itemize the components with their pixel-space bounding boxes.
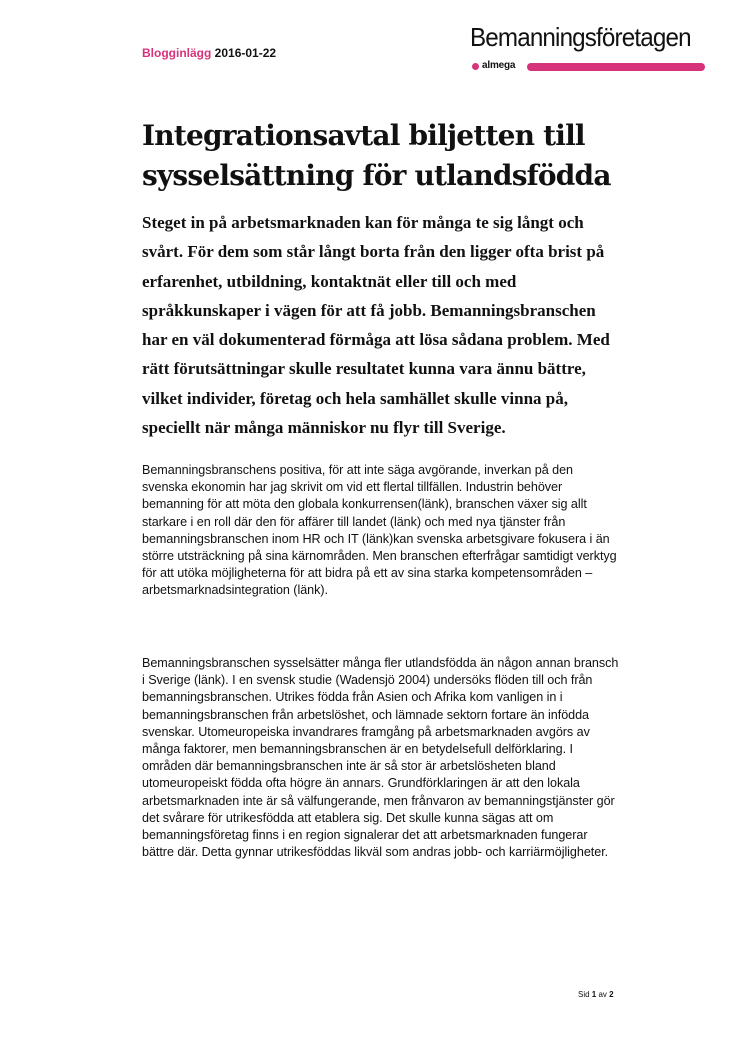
post-date: 2016-01-22 [214, 46, 277, 60]
body-paragraph-1: Bemanningsbranschens positiva, för att inte säga avgörande, inverkan på den svenska ekonomin har jag skrivit om vid ett flertal tillfällen. Industrin behöver bemanning för att möta den globala konkurrensen(länk), branschen växer sig allt starkare i en roll där den för affärer till landet (länk) och med nya tjänster från bemanningsbranschen inom HR och IT (länk)kan svenska arbetsgivare fokusera i än större utsträckning på sina kärnområden. Men branschen efterfrågar samtidigt verktyg för att utöka möjligheterna för att bidra på ett av sina starka kompetensområden – arbetsmarknadsintegration (länk). [142, 463, 617, 598]
logo-pink-line [527, 63, 705, 71]
page-number [578, 990, 614, 999]
page-current: 1 [591, 990, 597, 999]
logo-subtext: almega [482, 60, 516, 71]
logo-wordmark: Bemanningsföretagen [470, 22, 691, 52]
page-of: av [598, 990, 607, 999]
article-lead: Steget in på arbetsmarknaden kan för många te sig långt och svårt. För dem som står långt borta från den ligger ofta brist på erfarenhet, utbildning, kontaktnät eller till och med språkkunskaper i vägen för att få jobb. Bemanningsbranschen har en väl dokumenterad förmåga att lösa sådana problem. Med rätt förutsättningar skulle resultatet kunna vara ännu bättre, vilket individer, företag och hela samhället skulle vinna på, speciellt när många människor nu flyr till Sverige. [142, 213, 610, 438]
article-title: Integrationsavtal biljetten till sysselsättning för utlandsfödda [142, 119, 611, 192]
post-type-label: Blogginlägg [142, 46, 212, 60]
logo-dot-icon [472, 63, 479, 70]
body-paragraph-2: Bemanningsbranschen sysselsätter många fler utlandsfödda än någon annan bransch i Sverige (länk). I en svensk studie (Wadensjö 2004) undersöks flöden till och från bemanningsbranschen. Utrikes födda från Asien och Afrika kom vanligen in i bemanningsbranschen från arbetslöshet, och lämnade sektorn fortare än infödda svenskar. Utomeuropeiska invandrares framgång på arbetsmarknaden avgörs av många faktorer, men bemanningsbranschen är en betydelsefull delförklaring. I områden där bemanningsbranschen inte är så stor är arbetslösheten bland utomeuropeiskt födda ofta högre än annars. Grundförklaringen är att den lokala arbetsmarknaden inte är så välfungerande, men frånvaron av bemanningstjänster gör det svårare för utrikesfödda att etablera sig. Det skulle kunna sägas att om bemanningsföretag finns i en region signalerar det att arbetsmarknaden fungerar bättre där. Detta gynnar utrikesföddas likväl som andras jobb- och karriärmöjligheter. [142, 656, 619, 860]
page-prefix: Sid [578, 990, 590, 999]
logo-bar [470, 61, 706, 72]
post-type-and-date [142, 46, 276, 60]
bemanningsforetagen-logo [470, 22, 706, 74]
page-total: 2 [609, 990, 614, 999]
